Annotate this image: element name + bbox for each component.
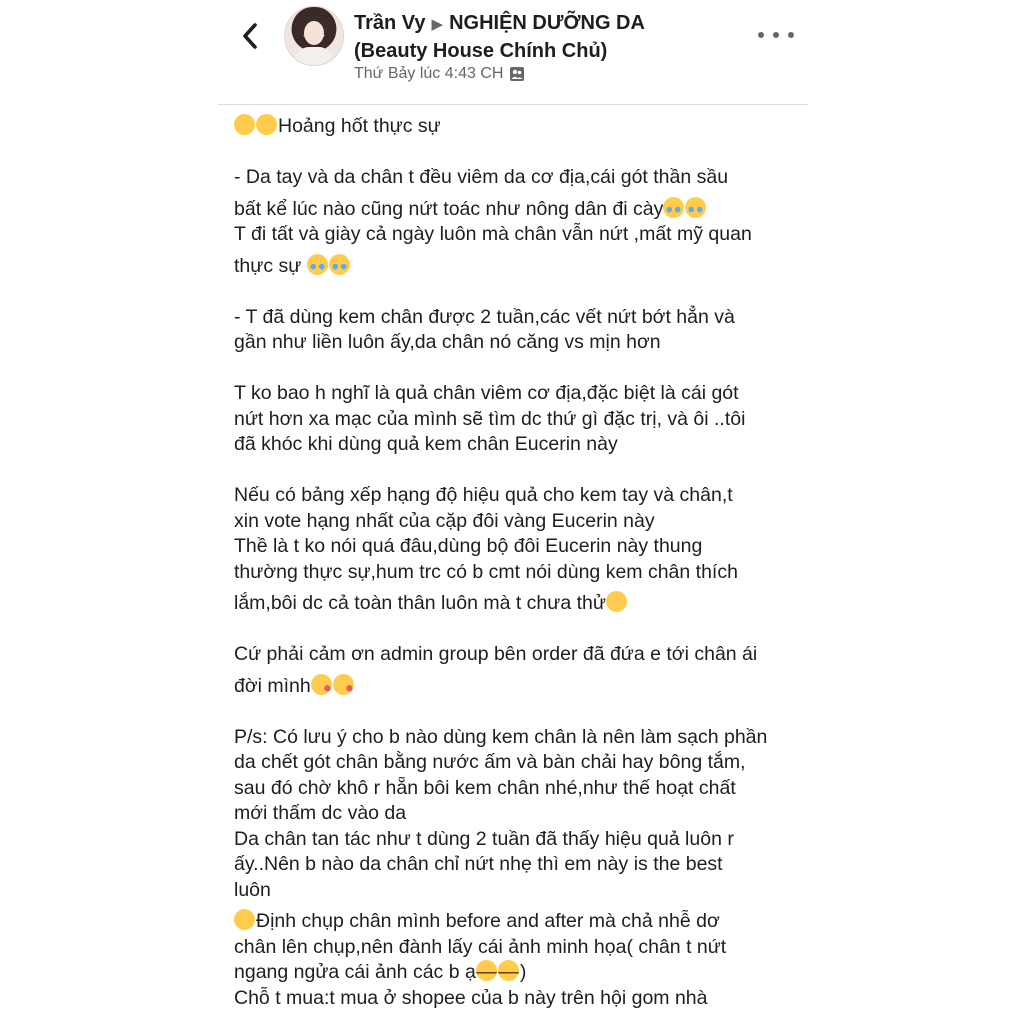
post-text: Da chân tan tác như t dùng 2 tuần đã thấy hiệu quả luôn r (234, 827, 734, 850)
group-name[interactable]: NGHIỆN DƯỠNG DA (449, 12, 645, 34)
post-line (234, 432, 804, 458)
post-line (234, 222, 804, 248)
post-line (234, 197, 804, 223)
post-meta (354, 64, 525, 84)
post-line (234, 909, 804, 935)
post-text: mới thấm dc vào da (234, 802, 407, 824)
expressionless-emoji-icon (498, 960, 519, 981)
post-text: sau đó chờ khô r hẵn bôi kem chân nhé,như thế hoạt chất (234, 776, 736, 799)
post-line (234, 674, 804, 700)
post-line (234, 534, 804, 560)
post-text: nứt hơn xa mạc của mình sẽ tìm dc thứ gì đặc trị, và ôi ..tôi (234, 407, 746, 430)
post-text: xin vote hạng nhất của cặp đôi vàng Eucerin này (234, 509, 655, 532)
post-line (234, 986, 804, 1012)
post-line (234, 591, 804, 617)
crying-emoji-icon (685, 197, 706, 218)
post-line (234, 330, 804, 356)
back-button[interactable] (236, 18, 264, 54)
post-line (234, 776, 804, 802)
joy-emoji-icon (606, 591, 627, 612)
post-text: Hoảng hốt thực sự (278, 115, 441, 137)
post-text: ) (519, 961, 527, 983)
post-line (234, 935, 804, 961)
author-name[interactable]: Trần Vy (354, 12, 426, 34)
post-text: bất kể lúc nào cũng nứt toác như nông dân đi cày (234, 197, 664, 220)
post-line (234, 642, 804, 668)
post-header (218, 0, 808, 105)
post-text: da chết gót chân bằng nước ấm và bàn chải hay bông tắm, (234, 751, 746, 773)
more-options-button[interactable] (758, 24, 794, 46)
post-line (234, 165, 804, 191)
post-title (354, 10, 694, 64)
post-text: ấy..Nên b nào da chân chỉ nứt nhẹ thì em này is the best (234, 853, 723, 875)
post-line (234, 750, 804, 776)
post-text: thường thực sự,hum trc có b cmt nói dùng kem chân thích (234, 560, 738, 583)
post-text: Chỗ t mua:t mua ở shopee của b này trên hội gom nhà (234, 986, 708, 1009)
chevron-left-icon (240, 21, 260, 51)
post-text: chân lên chụp,nên đành lấy cái ảnh minh họa( chân t nứt (234, 935, 727, 958)
kiss-emoji-icon (311, 674, 332, 695)
post-line (234, 114, 804, 140)
post-timestamp[interactable]: Thứ Bảy lúc 4:43 CH (354, 65, 504, 82)
crying-emoji-icon (663, 197, 684, 218)
post-line (234, 801, 804, 827)
post-text: Nếu có bảng xếp hạng độ hiệu quả cho kem tay và chân,t (234, 484, 733, 506)
post-text: P/s: Có lưu ý cho b nào dùng kem chân là nên làm sạch phần (234, 725, 768, 748)
post-line (234, 254, 804, 280)
crying-emoji-icon (329, 254, 350, 275)
post-screen (218, 0, 808, 1024)
post-text: ngang ngửa cái ảnh các b ạ (234, 961, 476, 983)
post-body (234, 114, 804, 1011)
joy-emoji-icon (234, 909, 255, 930)
post-text: gần như liền luôn ấy,da chân nó căng vs mịn hơn (234, 331, 661, 353)
joy-emoji-icon (256, 114, 277, 135)
expressionless-emoji-icon (476, 960, 497, 981)
post-text: Cứ phải cảm ơn admin group bên order đã đứa e tới chân ái (234, 643, 758, 665)
post-text: Định chụp chân mình before and after mà chả nhễ dơ (256, 910, 720, 932)
post-text: T ko bao h nghĩ là quả chân viêm cơ địa,đặc biệt là cái gót (234, 382, 739, 404)
post-text: thực sự (234, 254, 307, 277)
post-text: Thề là t ko nói quá đâu,dùng bộ đôi Eucerin này thung (234, 535, 703, 557)
post-line (234, 960, 804, 986)
post-line (234, 827, 804, 853)
crying-emoji-icon (307, 254, 328, 275)
post-line (234, 852, 804, 878)
group-name-subtitle[interactable]: (Beauty House Chính Chủ) (354, 40, 608, 62)
post-line (234, 483, 804, 509)
post-text: luôn (234, 878, 271, 901)
group-members-icon (509, 66, 525, 82)
more-horizontal-icon (758, 32, 764, 38)
post-text: đời mình (234, 674, 311, 697)
post-line (234, 407, 804, 433)
post-text: đã khóc khi dùng quả kem chân Eucerin này (234, 433, 618, 455)
joy-emoji-icon (234, 114, 255, 135)
post-text: - T đã dùng kem chân được 2 tuần,các vết nứt bớt hẳn và (234, 305, 735, 328)
avatar[interactable] (284, 6, 344, 66)
post-text: T đi tất và giày cả ngày luôn mà chân vẫn nứt ,mất mỹ quan (234, 223, 752, 245)
post-text: - Da tay và da chân t đều viêm da cơ địa,cái gót thần sầu (234, 166, 729, 188)
post-text: lắm,bôi dc cả toàn thân luôn mà t chưa thử (234, 592, 606, 614)
post-line (234, 509, 804, 535)
post-line (234, 381, 804, 407)
right-triangle-icon: ▶ (431, 16, 444, 33)
kiss-emoji-icon (333, 674, 354, 695)
post-line (234, 305, 804, 331)
post-line (234, 725, 804, 751)
post-line (234, 560, 804, 586)
post-line (234, 878, 804, 904)
